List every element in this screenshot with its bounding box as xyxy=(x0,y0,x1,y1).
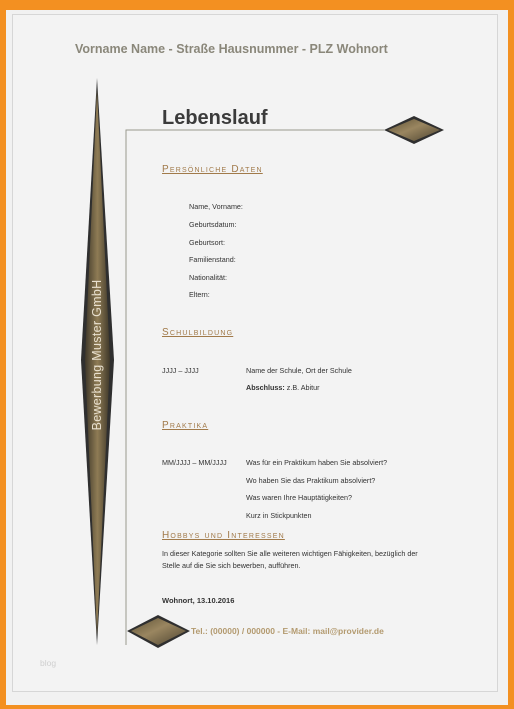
field-name: Name, Vorname: xyxy=(189,202,243,211)
company-side-label: Bewerbung Muster GmbH xyxy=(90,279,104,431)
internship-line-3: Was waren Ihre Hauptätigkeiten? xyxy=(246,493,353,502)
field-nationality: Nationalität: xyxy=(189,273,227,282)
field-birthdate: Geburtsdatum: xyxy=(189,220,237,229)
place-date: Wohnort, 13.10.2016 xyxy=(162,596,235,605)
address-header: Vorname Name - Straße Hausnummer - PLZ Wohnort xyxy=(75,42,388,56)
section-heading-hobbies: Hobbys und Interessen xyxy=(162,530,285,541)
degree-value: z.B. Abitur xyxy=(286,383,320,392)
bottom-diamond-ornament xyxy=(127,615,190,648)
internship-line-4: Kurz in Stickpunkten xyxy=(246,511,312,520)
hobbies-text: In dieser Kategorie sollten Sie alle weiteren wichtigen Fähigkeiten, bezüglich der Stelle auf die Sie sich bewerben, aufführen. xyxy=(162,549,418,570)
contact-line: Tel.: (00000) / 000000 - E-Mail: mail@provider.de xyxy=(191,626,384,636)
field-parents: Eltern: xyxy=(189,290,210,299)
page-title: Lebenslauf xyxy=(162,107,268,129)
top-diamond-ornament xyxy=(384,116,444,144)
section-heading-personal: Persönliche Daten xyxy=(162,164,263,175)
school-degree xyxy=(246,383,320,392)
school-period: JJJJ – JJJJ xyxy=(162,366,199,375)
internship-line-1: Was für ein Praktikum haben Sie absolviert? xyxy=(246,458,388,467)
field-birthplace: Geburtsort: xyxy=(189,238,225,247)
section-heading-school: Schulbildung xyxy=(162,327,234,338)
section-heading-internship: Praktika xyxy=(162,420,209,431)
internship-line-2: Wo haben Sie das Praktikum absolviert? xyxy=(246,476,376,485)
internship-period: MM/JJJJ – MM/JJJJ xyxy=(162,458,227,467)
school-name: Name der Schule, Ort der Schule xyxy=(246,366,352,375)
degree-label: Abschluss: xyxy=(246,383,285,392)
field-marital-status: Familienstand: xyxy=(189,255,236,264)
watermark: blog xyxy=(40,658,57,668)
